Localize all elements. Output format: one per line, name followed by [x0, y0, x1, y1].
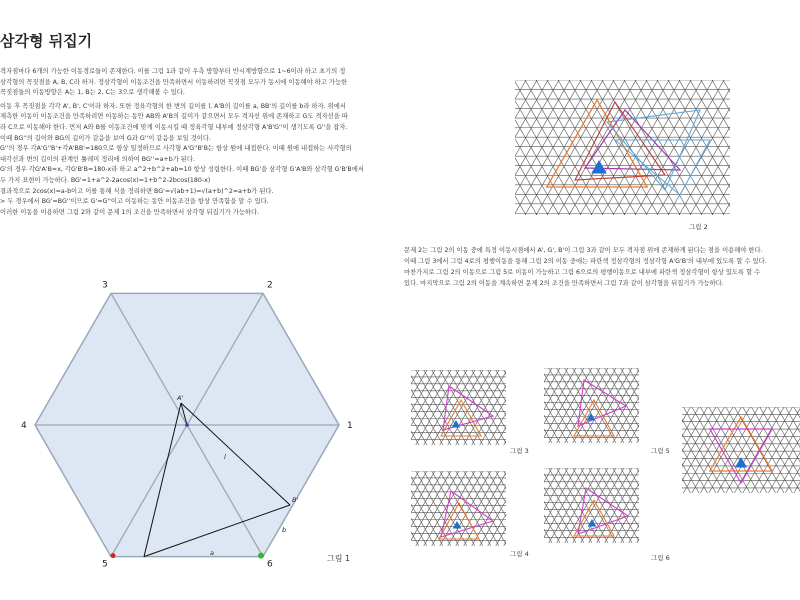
vertex-label: 1: [347, 421, 353, 431]
grid-line: [777, 407, 800, 493]
grid-line: [501, 468, 544, 543]
explanation-paragraph: [0, 67, 392, 218]
paragraph-line: 있다. 마지막으로 그림 2의 이동을 계속하면 문제 2의 조건을 만족하면서 그림 7과 같이 삼각형을 뒤집기가 가능하다.: [404, 280, 724, 287]
vertex-label: 4: [21, 421, 27, 431]
paragraph-line: G''의 경우 각A'G''B'+각A'BB'=180으로 항상 일정하므로 사각형 A'G''B'B는 항상 원에 내접한다. 이때 원에 내접하는 사각형의: [0, 145, 352, 153]
center-point: [185, 423, 189, 427]
red-vertex-dot: [111, 553, 116, 558]
grid-line: [637, 468, 680, 543]
figure-2-grid: [515, 80, 730, 215]
grid-line: [789, 80, 800, 215]
diagram-label: a: [210, 549, 214, 557]
paragraph-line: 격자점마다 6개의 가능한 이동경로들이 존재한다. 이를 그림 1과 같이 우측 방향부터 반시계방향으로 1~6이라 하고 초기의 정: [0, 68, 346, 75]
grid-line: [504, 471, 547, 546]
paragraph-line: 두 가지 표현이 가능하다. BG'=1+a^2-2acos(x)=1+b^2-2bcos(180-x): [0, 176, 211, 184]
figure-5-grid: [544, 368, 639, 443]
grid-line: [760, 407, 800, 493]
grid-line: [368, 370, 411, 445]
caption-fig4: 그림 4: [510, 550, 529, 558]
diagram-label: b: [282, 526, 287, 534]
vertex-label: 2: [267, 280, 273, 291]
vertex-label: 5: [102, 559, 108, 570]
paragraph-line: 이러한 이동을 이용하면 그림 2와 같이 문제 1의 조건을 만족하면서 삼각형 뒤집기가 가능하다.: [0, 208, 260, 216]
diagram-label: l: [224, 453, 226, 461]
grid-line: [501, 368, 544, 443]
vertex-label: 3: [102, 280, 108, 291]
grid-line: [794, 407, 800, 493]
problem2-paragraph: [404, 245, 800, 289]
vertex-label: 6: [267, 559, 273, 570]
grid-line: [734, 80, 800, 215]
paragraph-line: 제측한 이동이 이동조건을 만족하려면 이동하는 동안 AB와 A'B의 길이가 같으면서 모두 격자선 위에 존재하고 G도 격자선을 따: [0, 113, 348, 121]
paragraph-line: 꼭짓점들의 이동방향은 A는 1, B는 2, C는 3으로 생각해볼 수 있다.: [0, 89, 185, 97]
grid-line: [767, 80, 800, 215]
figure-4-grid: [411, 471, 506, 546]
grid-line: [448, 80, 526, 215]
grid-line: [734, 80, 800, 215]
grid-line: [789, 80, 800, 215]
grid-line: [368, 471, 411, 546]
grid-line: [437, 80, 515, 215]
grid-line: [756, 80, 800, 215]
grid-line: [767, 80, 800, 215]
triangular-grid: [437, 80, 800, 215]
figure-3-grid: [411, 370, 506, 445]
paragraph-line: G'의 경우 각G'A'B=x, 각G'B'B=180-x라 하고 a^2+b^2+ab=10 항상 성립한다. 이때 BG'을 삼각형 G'A'B와 삼각형 G'B'B에서: [0, 166, 364, 174]
paragraph-line: 삼각형의 꼭짓점을 A, B, C라 하자. 정삼각형이 이동조건을 만족하면서 이동하려면 꼭짓점 모두가 동시에 이동해야 하고 가능한: [0, 78, 348, 86]
diagram-label: B': [292, 496, 299, 504]
grid-line: [504, 370, 547, 445]
grid-line: [756, 80, 800, 215]
grid-line: [368, 471, 411, 546]
grid-line: [448, 80, 526, 215]
paragraph-line: 결과적으로 2cos(x)=a-b이고 이를 통해 식을 정리하면 BG'=√(ab+1)=√(a+b)^2=a+b가 된다.: [0, 187, 274, 195]
figure-7-grid: [682, 407, 800, 493]
grid-line: [637, 368, 680, 443]
grid-line: [760, 407, 800, 493]
paragraph-line: 라 C으로 이동해야 한다. 먼저 A와 B를 이동조건에 맞게 이동시킬 때 정육각형 내부에 정삼각형 A'B'G''이 생기도록 G''을 잡자.: [0, 123, 348, 131]
grid-line: [368, 370, 411, 445]
paragraph-line: 대각선과 변의 길이의 관계인 톨레미 정리에 의하여 BG''=a+b가 된다.: [0, 155, 195, 163]
paragraph-line: > 두 경우에서 BG'=BG''이므로 G'=G''이고 이동하는 동안 이동조건을 항상 만족함을 알 수 있다.: [0, 198, 269, 206]
hexagon-diagram: [0, 260, 360, 580]
caption-fig1: 그림 1: [327, 554, 351, 563]
grid-line: [501, 468, 544, 543]
grid-line: [437, 80, 515, 215]
grid-line: [745, 80, 800, 215]
paragraph-line: 마찬가지로 그림 2의 이동으로 그림 5로 이동이 가능하고 그림 6으로의 평행이동으로 내부에 파란색 정삼각형이 항상 있도록 할 수: [404, 269, 761, 276]
caption-fig6: 그림 6: [651, 554, 670, 562]
grid-line: [723, 80, 800, 215]
diagram-label: A': [177, 394, 184, 402]
figure-6-grid: [544, 468, 639, 543]
caption-fig3: 그림 3: [510, 447, 529, 455]
grid-line: [504, 370, 547, 445]
grid-line: [794, 407, 800, 493]
paragraph-line: 문제 2는 그림 2의 이동 중에 특정 이동시점에서 A', G', B'이 그림 3과 같이 모두 격자점 위에 존재하게 된다는 점을 이용해야 한다.: [404, 247, 763, 254]
grid-line: [501, 368, 544, 443]
paragraph-line: 이동 후 꼭짓점을 각각 A', B', C'이라 하자. 또한 정육각형의 한 변의 길이를 l, A'B의 길이를 a, BB'의 길이를 b라 하자. 위에서: [0, 102, 346, 110]
blue-filled-triangle: [591, 160, 607, 174]
green-vertex-dot: [258, 553, 264, 559]
paragraph-line: 이때 BG''의 길이와 BG의 길이가 같음을 보여 G과 G''이 같음을 보일 것이다.: [0, 134, 211, 142]
paragraph-line: 이때 그림 3에서 그림 4로의 평행이동을 통해 그림 2의 이동 중에는 파란색 정삼각형의 정삼각형 A'G'B'의 내부에 있도록 할 수 있다.: [404, 258, 767, 265]
page-title: 삼각형 뒤집기: [0, 32, 93, 50]
caption-fig2: 그림 2: [689, 223, 708, 231]
grid-line: [504, 471, 547, 546]
grid-line: [637, 468, 680, 543]
grid-line: [723, 80, 800, 215]
grid-line: [745, 80, 800, 215]
grid-line: [637, 368, 680, 443]
grid-line: [778, 80, 800, 215]
grid-line: [778, 80, 800, 215]
grid-line: [777, 407, 800, 493]
caption-fig5: 그림 5: [651, 447, 670, 455]
